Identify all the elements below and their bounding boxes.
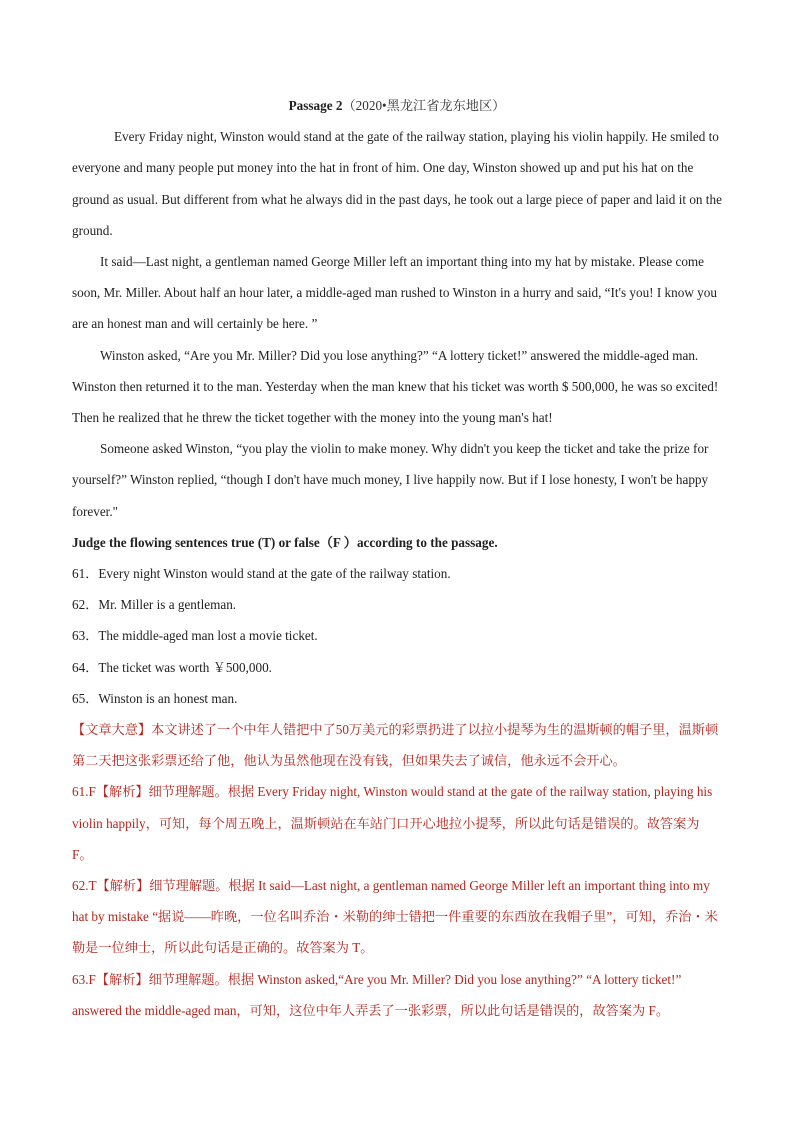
question-number: 65． (72, 690, 99, 706)
analysis-item (72, 870, 722, 964)
passage-paragraph-3: Winston asked, “Are you Mr. Miller? Did you lose anything?” “A lottery ticket!” answered the middle-aged man. Winston then returned it to the man. Yesterday when the man knew that his ticket was worth $ 500,000, he was so excited! Then he realized that he threw the ticket together with the money into the young man's hat! (72, 347, 719, 426)
answer-key: 61.F (72, 784, 96, 800)
analysis-item (72, 776, 722, 870)
passage-title (72, 90, 722, 121)
passage-title-bold: Passage 2 (288, 98, 343, 113)
question-text: Every night Winston would stand at the gate of the railway station. (98, 566, 451, 582)
summary-text: 本文讲述了一个中年人错把中了50万美元的彩票扔进了以拉小提琴为生的温斯顿的帽子里，温斯顿第二天把这张彩票还给了他，他认为虽然他现在没有钱，但如果失去了诚信，他永远不会开心。 (72, 722, 719, 769)
analysis-text: 细节理解题。根据 It said—Last night, a gentleman named George Miller left an important thing into my hat by mistake “据说——昨晚，一位名叫乔治・米勒的绅士错把一件重要的东西放在我帽子里”，可知，乔治・米勒是一位绅士，所以此句话是正确的。故答案为 T。 (72, 878, 718, 956)
answer-key: 62.T (72, 878, 97, 894)
summary-block (72, 714, 722, 776)
analysis-text: 细节理解题。根据 Winston asked,“Are you Mr. Miller? Did you lose anything?” “A lottery ticket!” answered the middle-aged man，可知，这位中年人弄丢了一张彩票，所以此句话是错误的，故答案为 F。 (72, 971, 682, 1018)
question-item (72, 558, 722, 589)
passage-content (72, 90, 722, 1026)
analysis-item (72, 964, 722, 1026)
analysis-label: 【解析】 (95, 784, 149, 800)
question-text: Mr. Miller is a gentleman. (98, 597, 237, 613)
analysis-text: 细节理解题。根据 Every Friday night, Winston would stand at the gate of the railway station, playing his violin happily，可知，每个周五晚上，温斯顿站在车站门口开心地拉小提琴，所以此句话是错误的。故答案为 F。 (72, 784, 713, 862)
question-number: 62． (72, 597, 99, 613)
question-list (72, 558, 722, 714)
question-number: 63． (72, 628, 99, 644)
question-item (72, 620, 722, 651)
question-text: Winston is an honest man. (98, 690, 238, 706)
passage-paragraph-1: Every Friday night, Winston would stand at the gate of the railway station, playing his violin happily. He smiled to everyone and many people put money into the hat in front of him. One day, Winston showed up and put his hat on the ground as usual. But different from what he always did in the past days, he took out a large piece of paper and laid it on the ground. (72, 129, 722, 238)
question-number: 64． (72, 659, 99, 675)
analysis-label: 【解析】 (95, 971, 149, 987)
answer-key: 63.F (72, 971, 96, 987)
summary-label: 【文章大意】 (72, 722, 152, 738)
question-item (72, 683, 722, 714)
passage-paragraph-4: Someone asked Winston, “you play the violin to make money. Why didn't you keep the ticket and take the prize for yourself?” Winston replied, “though I don't have much money, I live happily now. But if I lose honesty, I won't be happy forever." (72, 441, 709, 519)
question-item (72, 652, 722, 683)
question-item (72, 589, 722, 620)
question-text: The ticket was worth ￥500,000. (98, 659, 272, 675)
passage-paragraph-2: It said—Last night, a gentleman named George Miller left an important thing into my hat by mistake. Please come soon, Mr. Miller. About half an hour later, a middle-aged man rushed to Winston in a hurry and said, “It's you! I know you are an honest man and will certainly be here. ” (72, 254, 717, 332)
question-instruction: Judge the flowing sentences true (T) or false（F ）according to the passage. (72, 534, 498, 550)
analysis-label: 【解析】 (96, 878, 150, 894)
answer-analysis (72, 714, 722, 1026)
question-number: 61． (72, 566, 99, 582)
question-text: The middle-aged man lost a movie ticket. (98, 628, 318, 644)
passage-source: （2020•黑龙江省龙东地区） (342, 98, 506, 113)
